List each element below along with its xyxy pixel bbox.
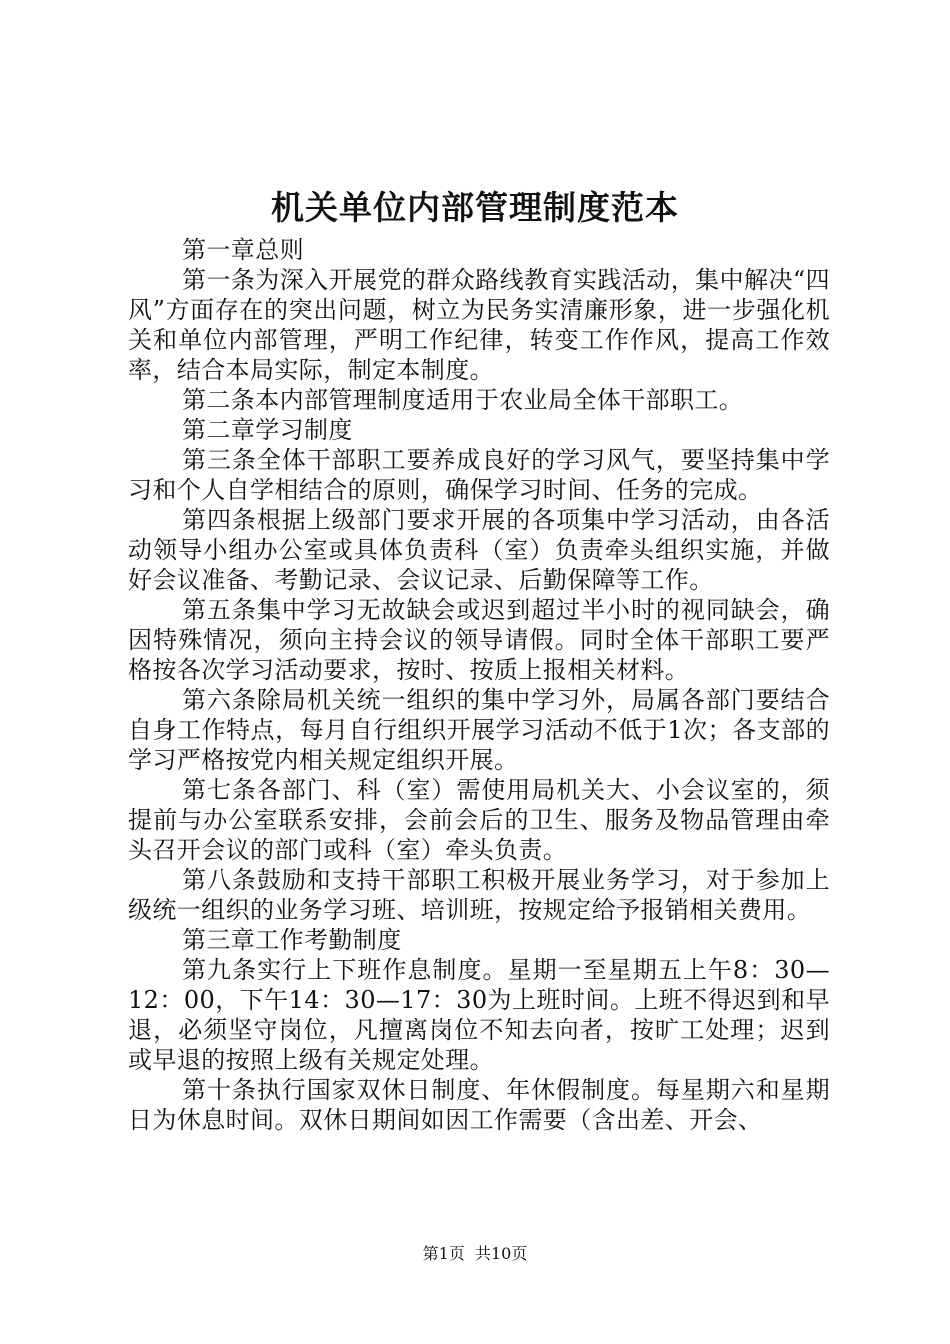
article-paragraph: 第六条除局机关统一组织的集中学习外，局属各部门要结合自身工作特点，每月自行组织开展学习活动不低于1次；各支部的学习严格按党内相关规定组织开展。 xyxy=(128,686,830,774)
article-paragraph: 第十条执行国家双休日制度、年休假制度。每星期六和星期日为休息时间。双休日期间如因工作需要（含出差、开会、 xyxy=(128,1076,830,1134)
article-paragraph: 第五条集中学习无故缺会或迟到超过半小时的视同缺会，确因特殊情况，须向主持会议的领导请假。同时全体干部职工要严格按各次学习活动要求，按时、按质上报相关材料。 xyxy=(128,596,830,684)
article-paragraph: 第九条实行上下班作息制度。星期一至星期五上午8：30—12：00，下午14：30—17：30为上班时间。上班不得迟到和早退，必须坚守岗位，凡擅离岗位不知去向者，按旷工处理；迟到或早退的按照上级有关规定处理。 xyxy=(128,956,830,1074)
article-paragraph: 第三条全体干部职工要养成良好的学习风气，要坚持集中学习和个人自学相结合的原则，确保学习时间、任务的完成。 xyxy=(128,446,830,504)
article-paragraph: 第二条本内部管理制度适用于农业局全体干部职工。 xyxy=(182,386,744,414)
document-title: 机关单位内部管理制度范本 xyxy=(271,188,679,227)
article-paragraph: 第一条为深入开展党的群众路线教育实践活动，集中解决“四风”方面存在的突出问题，树立为民务实清廉形象，进一步强化机关和单位内部管理，严明工作纪律，转变工作作风，提高工作效率，结合本局实际，制定本制度。 xyxy=(128,266,830,384)
article-paragraph: 第八条鼓励和支持干部职工积极开展业务学习，对于参加上级统一组织的业务学习班、培训班，按规定给予报销相关费用。 xyxy=(128,866,830,924)
chapter-heading: 第一章总则 xyxy=(182,236,304,264)
article-paragraph: 第七条各部门、科（室）需使用局机关大、小会议室的，须提前与办公室联系安排，会前会后的卫生、服务及物品管理由牵头召开会议的部门或科（室）牵头负责。 xyxy=(128,776,830,864)
chapter-heading: 第二章学习制度 xyxy=(182,416,353,444)
document-body xyxy=(128,235,830,1135)
article-paragraph: 第四条根据上级部门要求开展的各项集中学习活动，由各活动领导小组办公室或具体负责科（室）负责牵头组织实施，并做好会议准备、考勤记录、会议记录、后勤保障等工作。 xyxy=(128,506,830,594)
chapter-heading: 第三章工作考勤制度 xyxy=(182,926,402,954)
page-footer: 第1页 共10页 xyxy=(422,1244,528,1263)
